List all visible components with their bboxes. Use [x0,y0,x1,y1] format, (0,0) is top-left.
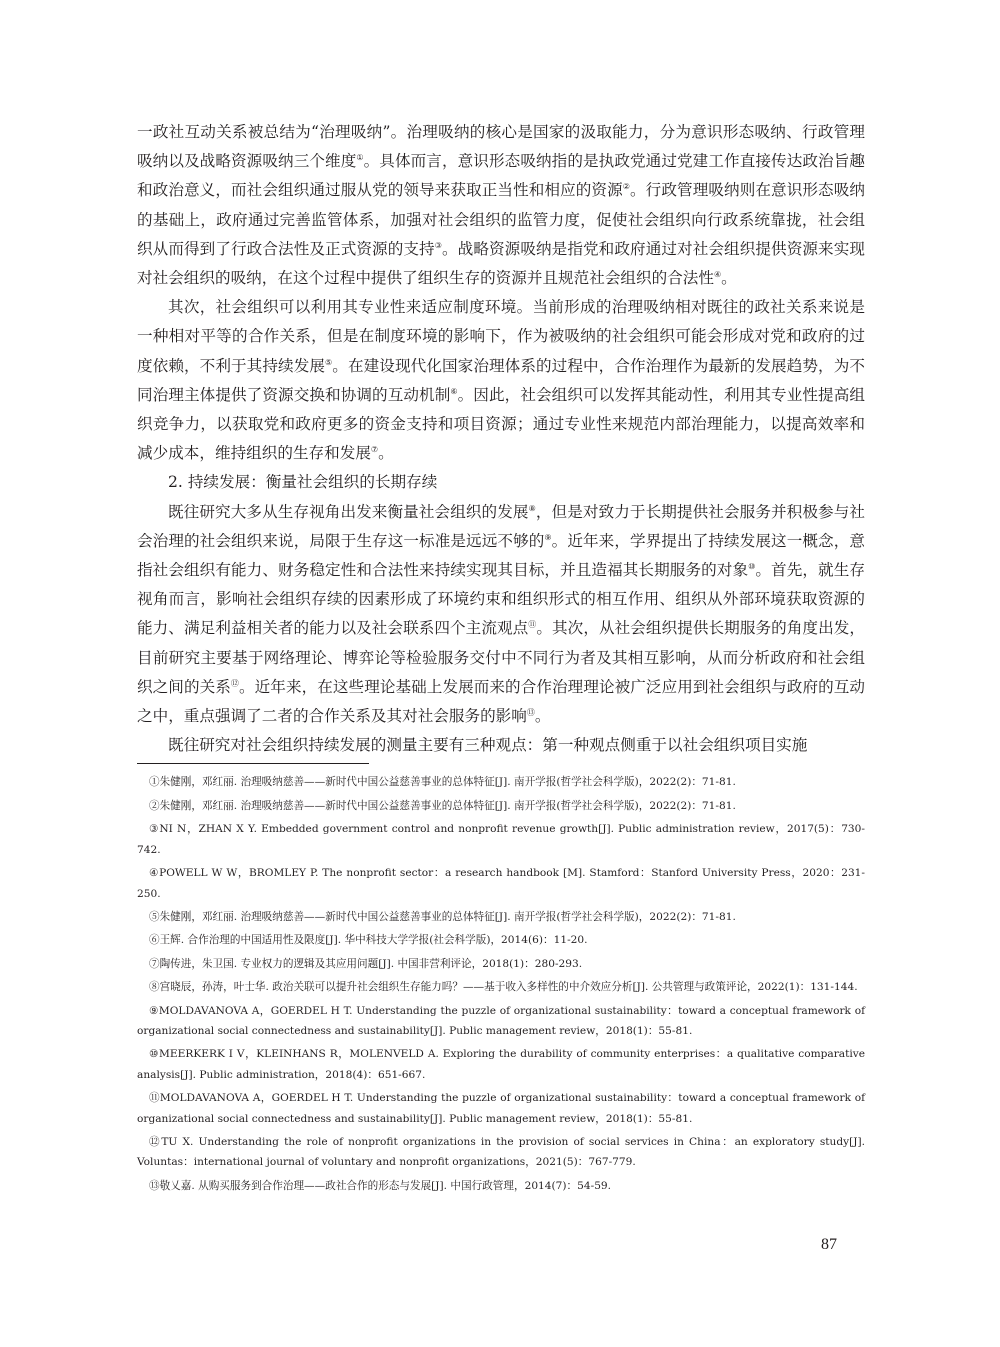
footnote-marker: ① [356,153,364,163]
text-run: 。 [721,269,737,288]
footnote-7: ⑦陶传进，朱卫国. 专业权力的逻辑及其应用问题[J]. 中国非营利评论，2018(1)：280-293. [149,957,583,970]
section-heading: 2. 持续发展：衡量社会组织的长期存续 [168,473,438,492]
text-run: 既往研究大多从生存视角出发来衡量社会组织的发展 [168,502,529,521]
footnote-4: ④POWELL W W，BROMLEY P. The nonprofit sector：a research handbook [M]. Stamford：Stanford University Press，2020：231-250. [137,867,865,900]
footnotes [137,772,865,1196]
text-run: 。其次，从社会组织提供长期服务的角度出发，目前研究主要基于网络理论、博弈论等检验服务交付中不同行为者及其相互影响，从而分析政府和社会组织之间的关系 [137,619,865,696]
text-run: 其次，社会组织可以利用其专业性来适应制度环境。当前形成的治理吸纳相对既往的政社关系来说是一种相对平等的合作关系，但是在制度环境的影响下，作为被吸纳的社会组织可能会形成对党和政府的过度依赖，不利于其持续发展 [137,298,865,375]
footnote-6: ⑥王辉. 合作治理的中国适用性及限度[J]. 华中科技大学学报(社会科学版)，2014(6)：11-20. [149,934,588,947]
footnote-3: ③NI N，ZHAN X Y. Embedded government control and nonprofit revenue growth[J]. Public administration review，2017(5)：730-742. [137,823,865,856]
text-run: 。近年来，学界提出了持续发展这一概念，意指社会组织有能力、财务稳定性和合法性来持续实现其目标，并且造福其长期服务的对象 [137,531,865,580]
footnote-5: ⑤朱健刚，邓红丽. 治理吸纳慈善——新时代中国公益慈善事业的总体特征[J]. 南开学报(哲学社会科学版)，2022(2)：71-81. [149,910,736,923]
footnote-marker: ② [622,182,631,192]
footnote-1: ①朱健刚，邓红丽. 治理吸纳慈善——新时代中国公益慈善事业的总体特征[J]. 南开学报(哲学社会科学版)，2022(2)：71-81. [149,776,736,789]
text-run: 。战略资源吸纳是指党和政府通过对社会组织提供资源来实现对社会组织的吸纳，在这个过程中提供了组织生存的资源并且规范社会组织的合法性 [137,239,865,288]
footnote-marker: ⑪ [528,620,537,630]
footnote-9: ⑨MOLDAVANOVA A，GOERDEL H T. Understanding the puzzle of organizational sustainability：toward a conceptual framework of organizational social connectedness and sustainability[J]. Public management review，2018(1)：55-81. [137,1004,865,1037]
paragraph-1 [137,118,865,293]
paragraph-4 [137,731,865,760]
text-run: 。近年来，在这些理论基础上发展而来的合作治理理论被广泛应用到社会组织与政府的互动之中，重点强调了二者的合作关系及其对社会服务的影响 [137,677,865,726]
page-number: 87 [821,1236,837,1253]
footnote-marker: ⑩ [748,561,756,571]
paragraph-3 [137,498,865,732]
footnote-marker: ⑧ [528,503,536,513]
footnote-divider [137,763,369,764]
text-run: 。 [534,707,551,726]
page-content [137,118,865,1199]
footnote-13: ⑬敬乂嘉. 从购买服务到合作治理——政社合作的形态与发展[J]. 中国行政管理，2014(7)：54-59. [149,1179,612,1192]
footnote-marker: ⑦ [370,445,379,455]
footnote-2: ②朱健刚，邓红丽. 治理吸纳慈善——新时代中国公益慈善事业的总体特征[J]. 南开学报(哲学社会科学版)，2022(2)：71-81. [149,799,736,812]
text-run: 。首先，就生存视角而言，影响社会组织存续的因素形成了环境约束和组织形式的相互作用、组织从外部环境获取资源的能力、满足利益相关者的能力以及社会联系四个主流观点 [137,561,865,638]
text-run: ，但是对致力于长期提供社会服务并积极参与社会治理的社会组织来说，局限于生存这一标准是远远不够的 [137,502,865,550]
footnote-marker: ④ [713,269,722,279]
paragraph-2 [137,293,865,468]
text-run: 。 [378,444,394,463]
footnote-12: ⑫TU X. Understanding the role of nonprofit organizations in the provision of social services in China：an exploratory study[J]. Voluntas：international journal of voluntary and nonprofit organizations，2021(5)：767-779. [137,1135,866,1169]
footnote-marker: ⑨ [544,532,552,542]
footnote-marker: ③ [434,240,442,250]
text-run: 一政社互动关系被总结为“治理吸纳”。治理吸纳的核心是国家的汲取能力，分为意识形态吸纳、行政管理吸纳以及战略资源吸纳三个维度 [137,123,865,171]
text-run: 既往研究对社会组织持续发展的测量主要有三种观点：第一种观点侧重于以社会组织项目实施 [168,736,808,755]
footnote-10: ⑩MEERKERK I V，KLEINHANS R，MOLENVELD A. Exploring the durability of community enterprises：a qualitative comparative analysis[J]. Public administration，2018(4)：651-667. [137,1048,865,1081]
footnote-marker: ⑥ [450,386,458,396]
text-run: 。具体而言，意识形态吸纳指的是执政党通过党建工作直接传达政治旨趣和政治意义，而社会组织通过服从党的领导来获取正当性和相应的资源 [137,152,865,200]
footnote-marker: ⑬ [526,707,535,717]
text-run: 。因此，社会组织可以发挥其能动性，利用其专业性提高组织竞争力，以获取党和政府更多的资金支持和项目资源；通过专业性来规范内部治理能力，以提高效率和减少成本，维持组织的生存和发展 [137,385,865,463]
text-run: 。在建设现代化国家治理体系的过程中，合作治理作为最新的发展趋势，为不同治理主体提供了资源交换和协调的互动机制 [137,356,865,404]
footnote-marker: ⑤ [325,357,333,367]
footnote-marker: ⑫ [230,678,239,688]
footnote-8: ⑧宫晓辰，孙涛，叶士华. 政治关联可以提升社会组织生存能力吗？——基于收入多样性的中介效应分析[J]. 公共管理与政策评论，2022(1)：131-144. [149,981,858,994]
footnote-11: ⑪MOLDAVANOVA A，GOERDEL H T. Understanding the puzzle of organizational sustainability：toward a conceptual framework of organizational social connectedness and sustainability[J]. Public management review，2018(1)：55-81. [137,1092,865,1125]
text-run: 。行政管理吸纳则在意识形态吸纳的基础上，政府通过完善监管体系，加强对社会组织的监管力度，促使社会组织向行政系统靠拢，社会组织从而得到了行政合法性及正式资源的支持 [137,181,865,258]
